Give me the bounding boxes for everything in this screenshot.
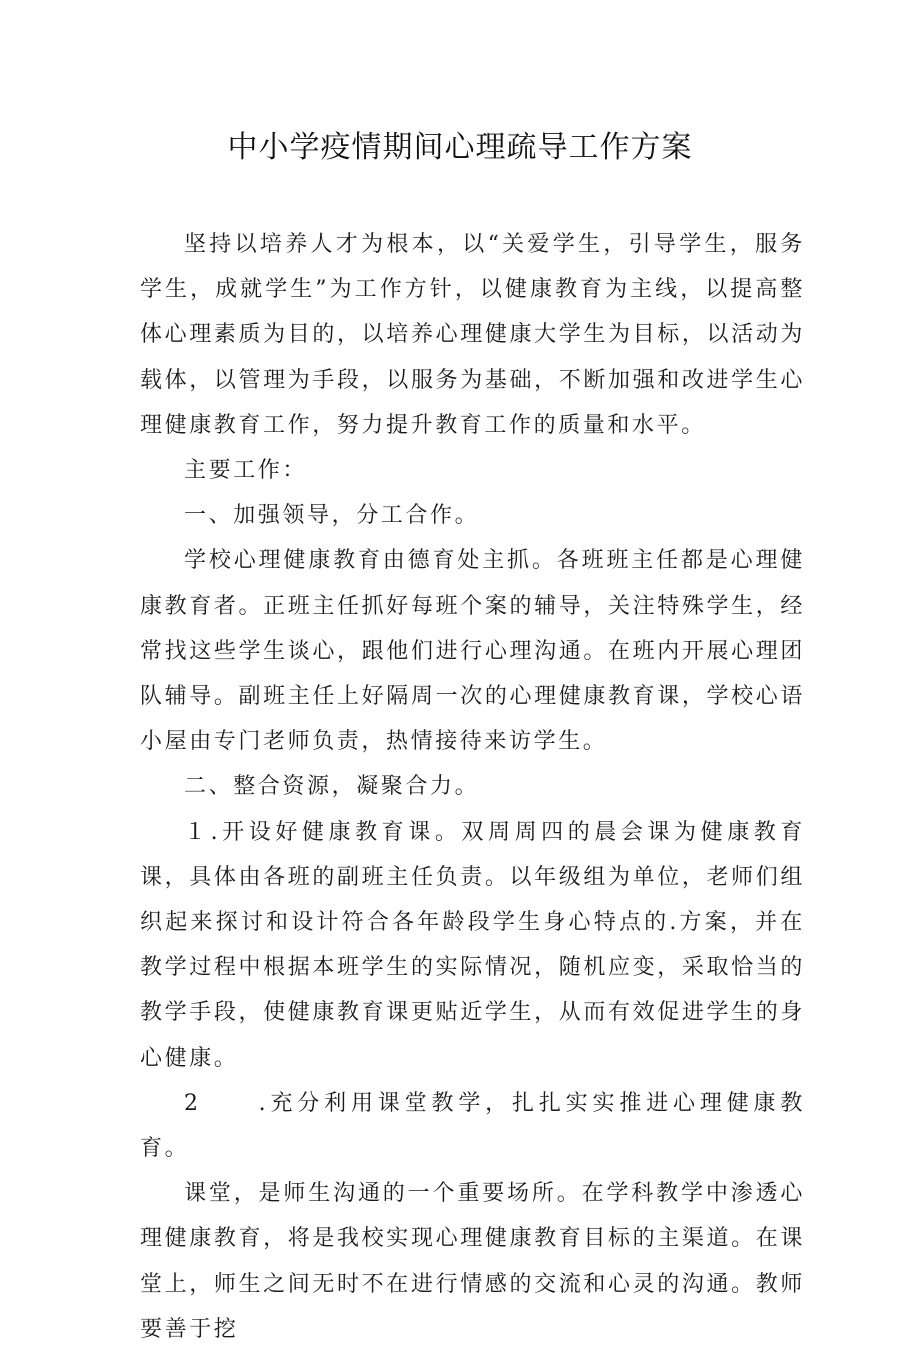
paragraph-main-work-heading: 主要工作： — [184, 458, 308, 484]
paragraph-classroom: 课堂，是师生沟通的一个重要场所。在学科教学中渗透心理健康教育，将是我校实现心理健康教育目标的主渠道。在课堂上，师生之间无时不在进行情感的交流和心灵的沟通。教师要善于挖 — [140, 1181, 805, 1342]
paragraph-item-1: １.开设好健康教育课。双周周四的晨会课为健康教育课，具体由各班的副班主任负责。以年级组为单位，老师们组织起来探讨和设计符合各年龄段学生身心特点的.方案，并在教学过程中根据本班学生的实际情况，随机应变，采取恰当的教学手段，使健康教育课更贴近学生，从而有效促进学生的身心健康。 — [140, 819, 805, 1071]
paragraph-item-2 — [140, 1081, 805, 1171]
item-2-number: 2 — [184, 1090, 201, 1116]
paragraph-guiding-principle: 坚持以培养人才为根本，以“关爱学生，引导学生，服务学生，成就学生”为工作方针，以健康教育为主线，以提高整体心理素质为目的，以培养心理健康大学生为目标，以活动为载体，以管理为手段，以服务为基础，不断加强和改进学生心理健康教育工作，努力提升教育工作的质量和水平。 — [140, 232, 805, 438]
paragraph-leadership: 学校心理健康教育由德育处主抓。各班班主任都是心理健康教育者。正班主任抓好每班个案的辅导，关注特殊学生，经常找这些学生谈心，跟他们进行心理沟通。在班内开展心理团队辅导。副班主任上好隔周一次的心理健康教育课，学校心语小屋由专门老师负责，热情接待来访学生。 — [140, 548, 805, 755]
document-body — [140, 222, 805, 1352]
section-heading-leadership: 一、加强领导，分工合作。 — [184, 503, 480, 529]
section-heading-resources: 二、整合资源，凝聚合力。 — [184, 774, 480, 800]
document-title: 中小学疫情期间心理疏导工作方案 — [227, 130, 693, 165]
item-2-text: .充分利用课堂教学，扎扎实实推进心理健康教育。 — [140, 1090, 805, 1162]
